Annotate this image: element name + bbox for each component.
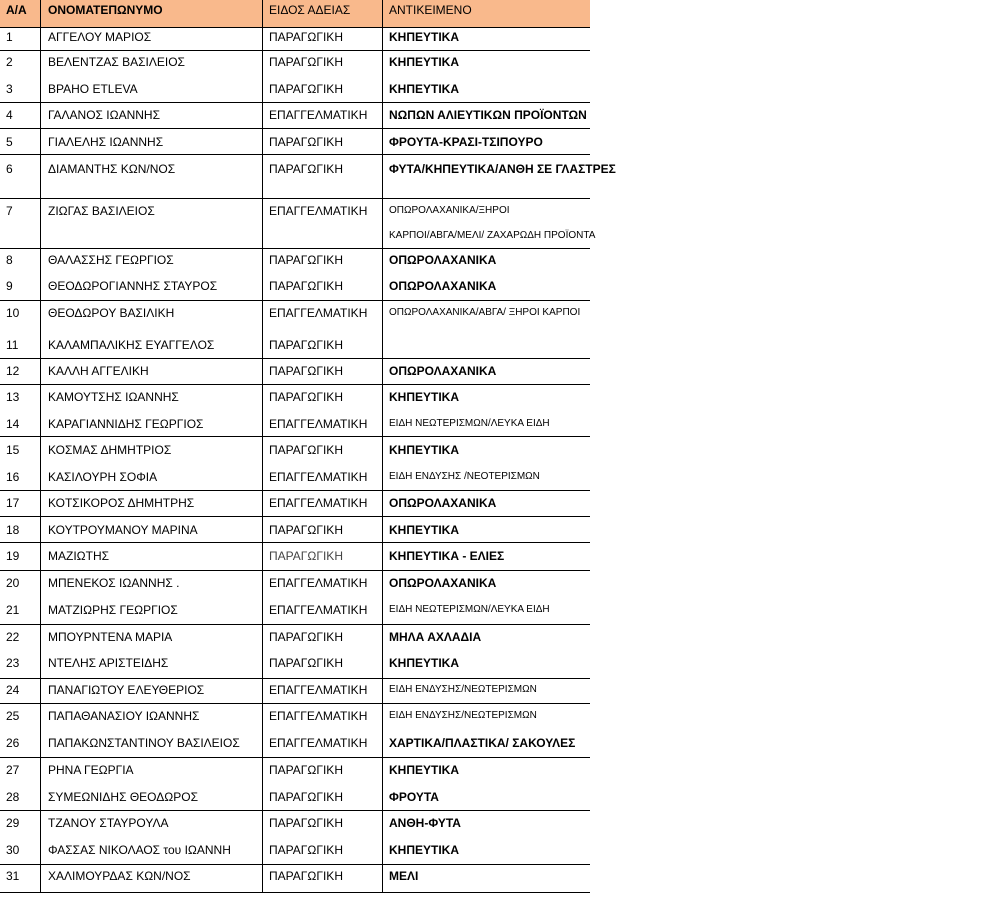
cell-object	[382, 300, 590, 358]
cell-name	[40, 436, 262, 490]
cell-license	[262, 154, 382, 198]
license-type: ΠΑΡΑΓΩΓΙΚΗ	[269, 790, 343, 804]
license-type: ΕΠΑΓΓΕΛΜΑΤΙΚΗ	[269, 496, 368, 510]
header-license-label: ΕΙΔΟΣ ΑΔΕΙΑΣ	[269, 3, 351, 17]
table-row	[0, 128, 590, 155]
holder-name: ΝΤΕΛΗΣ ΑΡΙΣΤΕΙΔΗΣ	[48, 656, 169, 670]
cell-object	[382, 678, 590, 703]
cell-aa	[0, 516, 40, 542]
cell-name	[40, 50, 262, 102]
sales-object: ΚΗΠΕΥΤΙΚΑ	[389, 843, 460, 857]
holder-name: ΠΑΠΑΘΑΝΑΣΙΟΥ ΙΩΑΝΝΗΣ	[48, 709, 200, 723]
row-number: 22	[6, 630, 20, 644]
cell-name	[40, 757, 262, 810]
license-type: ΠΑΡΑΓΩΓΙΚΗ	[269, 630, 343, 644]
cell-object	[382, 864, 590, 892]
cell-aa	[0, 864, 40, 892]
table-row	[0, 50, 590, 103]
row-number: 7	[6, 204, 13, 218]
sales-object: ΟΠΩΡΟΛΑΧΑΝΙΚΑ	[389, 253, 497, 267]
holder-name: ΡΗΝΑ ΓΕΩΡΓΙΑ	[48, 763, 134, 777]
holder-name: ΚΑΣΙΛΟΥΡΗ ΣΟΦΙΑ	[48, 470, 158, 484]
sales-object: ΑΝΘΗ-ΦΥΤΑ	[389, 816, 461, 830]
cell-aa	[0, 50, 40, 102]
table-row	[0, 516, 590, 543]
sales-object: ΚΗΠΕΥΤΙΚΑ - ΕΛΙΕΣ	[389, 549, 505, 563]
row-number: 10	[6, 306, 20, 320]
cell-aa	[0, 358, 40, 384]
cell-name	[40, 300, 262, 358]
row-number: 6	[6, 162, 13, 176]
cell-object	[382, 102, 590, 128]
sales-object: ΟΠΩΡΟΛΑΧΑΝΙΚΑ/ΑΒΓΑ/ ΞΗΡΟΙ ΚΑΡΠΟΙ	[389, 307, 581, 318]
license-type: ΠΑΡΑΓΩΓΙΚΗ	[269, 30, 343, 44]
license-type: ΠΑΡΑΓΩΓΙΚΗ	[269, 82, 343, 96]
cell-name	[40, 248, 262, 300]
license-type: ΠΑΡΑΓΩΓΙΚΗ	[269, 390, 343, 404]
cell-aa	[0, 102, 40, 128]
license-type: ΠΑΡΑΓΩΓΙΚΗ	[269, 135, 343, 149]
sales-object: ΦΡΟΥΤΑ-ΚΡΑΣΙ-ΤΣΙΠΟΥΡΟ	[389, 135, 543, 149]
sales-object: ΕΙΔΗ ΕΝΔΥΣΗΣ /ΝΕΟΤΕΡΙΣΜΩΝ	[389, 471, 540, 482]
license-type: ΕΠΑΓΓΕΛΜΑΤΙΚΗ	[269, 709, 368, 723]
row-number: 21	[6, 603, 20, 617]
license-type: ΠΑΡΑΓΩΓΙΚΗ	[269, 162, 343, 176]
license-type: ΠΑΡΑΓΩΓΙΚΗ	[269, 253, 343, 267]
sales-object: ΕΙΔΗ ΝΕΩΤΕΡΙΣΜΩΝ/ΛΕΥΚΑ ΕΙΔΗ	[389, 604, 550, 615]
row-number: 19	[6, 549, 20, 563]
cell-object	[382, 248, 590, 300]
cell-name	[40, 810, 262, 864]
table-row	[0, 703, 590, 758]
sales-object: ΜΕΛΙ	[389, 869, 419, 883]
cell-license	[262, 102, 382, 128]
sales-object: ΦΡΟΥΤΑ	[389, 790, 439, 804]
license-type: ΕΠΑΓΓΕΛΜΑΤΙΚΗ	[269, 306, 368, 320]
cell-name	[40, 570, 262, 624]
holder-name: ΚΟΤΣΙΚΟΡΟΣ ΔΗΜΗΤΡΗΣ	[48, 496, 195, 510]
cell-aa	[0, 757, 40, 810]
license-type: ΠΑΡΑΓΩΓΙΚΗ	[269, 279, 343, 293]
cell-license	[262, 570, 382, 624]
cell-license	[262, 490, 382, 516]
cell-name	[40, 516, 262, 542]
cell-name	[40, 154, 262, 198]
sales-object: ΟΠΩΡΟΛΑΧΑΝΙΚΑ/ΞΗΡΟΙ	[389, 205, 510, 216]
holder-name: ΒΕΛΕΝΤΖΑΣ ΒΑΣΙΛΕΙΟΣ	[48, 55, 185, 69]
cell-aa	[0, 542, 40, 570]
row-number: 24	[6, 683, 20, 697]
table-row	[0, 300, 590, 359]
cell-license	[262, 810, 382, 864]
cell-license	[262, 27, 382, 50]
cell-name	[40, 198, 262, 248]
cell-license	[262, 198, 382, 248]
cell-object	[382, 757, 590, 810]
table-row	[0, 678, 590, 704]
sales-object: ΕΙΔΗ ΝΕΩΤΕΡΙΣΜΩΝ/ΛΕΥΚΑ ΕΙΔΗ	[389, 418, 550, 429]
row-number: 28	[6, 790, 20, 804]
cell-object	[382, 436, 590, 490]
header-object-label: ΑΝΤΙΚΕΙΜΕΝΟ	[389, 3, 472, 17]
sales-object: ΕΙΔΗ ΕΝΔΥΣΗΣ/ΝΕΩΤΕΡΙΣΜΩΝ	[389, 710, 537, 721]
row-number: 30	[6, 843, 20, 857]
cell-name	[40, 703, 262, 757]
table-row	[0, 384, 590, 437]
cell-aa	[0, 703, 40, 757]
row-number: 5	[6, 135, 13, 149]
cell-license	[262, 248, 382, 300]
license-type: ΕΠΑΓΓΕΛΜΑΤΙΚΗ	[269, 683, 368, 697]
holder-name: ΑΓΓΕΛΟΥ ΜΑΡΙΟΣ	[48, 30, 152, 44]
holder-name: ΠΑΠΑΚΩΝΣΤΑΝΤΙΝΟΥ ΒΑΣΙΛΕΙΟΣ	[48, 736, 240, 750]
header-cell-license	[262, 0, 382, 27]
cell-license	[262, 678, 382, 703]
cell-license	[262, 864, 382, 892]
row-number: 12	[6, 364, 20, 378]
sales-object: ΟΠΩΡΟΛΑΧΑΝΙΚΑ	[389, 279, 497, 293]
sales-object: ΟΠΩΡΟΛΑΧΑΝΙΚΑ	[389, 496, 497, 510]
table-row	[0, 624, 590, 679]
holder-name: ΚΟΣΜΑΣ ΔΗΜΗΤΡΙΟΣ	[48, 443, 172, 457]
holder-name: ΚΑΛΛΗ ΑΓΓΕΛΙΚΗ	[48, 364, 149, 378]
cell-license	[262, 358, 382, 384]
holder-name: ΣΥΜΕΩΝΙΔΗΣ ΘΕΟΔΩΡΟΣ	[48, 790, 198, 804]
table-row	[0, 570, 590, 625]
sales-object: ΚΗΠΕΥΤΙΚΑ	[389, 523, 460, 537]
row-number: 3	[6, 82, 13, 96]
row-number: 18	[6, 523, 20, 537]
row-number: 1	[6, 30, 13, 44]
license-type: ΠΑΡΑΓΩΓΙΚΗ	[269, 364, 343, 378]
sales-object-continued: ΚΑΡΠΟΙ/ΑΒΓΑ/ΜΕΛΙ/ ΖΑΧΑΡΩΔΗ ΠΡΟΪΟΝΤΑ	[389, 230, 596, 241]
cell-license	[262, 436, 382, 490]
cell-license	[262, 757, 382, 810]
cell-aa	[0, 198, 40, 248]
table-row	[0, 358, 590, 385]
cell-aa	[0, 678, 40, 703]
row-number: 15	[6, 443, 20, 457]
cell-license	[262, 516, 382, 542]
table-header	[0, 0, 590, 28]
cell-object	[382, 384, 590, 436]
cell-name	[40, 358, 262, 384]
row-number: 16	[6, 470, 20, 484]
cell-aa	[0, 810, 40, 864]
cell-object	[382, 198, 596, 248]
license-type: ΠΑΡΑΓΩΓΙΚΗ	[269, 869, 343, 883]
license-type: ΕΠΑΓΓΕΛΜΑΤΙΚΗ	[269, 470, 368, 484]
table-row	[0, 757, 590, 811]
sales-object: ΚΗΠΕΥΤΙΚΑ	[389, 656, 460, 670]
license-type: ΕΠΑΓΓΕΛΜΑΤΙΚΗ	[269, 417, 368, 431]
sales-object: ΟΠΩΡΟΛΑΧΑΝΙΚΑ	[389, 576, 497, 590]
table-row	[0, 436, 590, 491]
sales-object: ΜΗΛΑ ΑΧΛΑΔΙΑ	[389, 630, 482, 644]
license-type: ΠΑΡΑΓΩΓΙΚΗ	[269, 443, 343, 457]
license-type: ΕΠΑΓΓΕΛΜΑΤΙΚΗ	[269, 603, 368, 617]
table-row	[0, 102, 590, 129]
row-number: 13	[6, 390, 20, 404]
cell-object	[382, 810, 590, 864]
holder-name: ΠΑΝΑΓΙΩΤΟΥ ΕΛΕΥΘΕΡΙΟΣ	[48, 683, 205, 697]
cell-aa	[0, 154, 40, 198]
cell-name	[40, 102, 262, 128]
cell-object	[382, 703, 590, 757]
cell-object	[382, 516, 590, 542]
row-number: 2	[6, 55, 13, 69]
row-number: 20	[6, 576, 20, 590]
cell-aa	[0, 384, 40, 436]
row-number: 9	[6, 279, 13, 293]
cell-object	[382, 27, 590, 50]
cell-object	[382, 154, 616, 198]
table-row	[0, 198, 596, 249]
holder-name: ΔΙΑΜΑΝΤΗΣ ΚΩΝ/ΝΟΣ	[48, 162, 176, 176]
sales-object: ΚΗΠΕΥΤΙΚΑ	[389, 443, 460, 457]
holder-name: ΧΑΛΙΜΟΥΡΔΑΣ ΚΩΝ/ΝΟΣ	[48, 869, 191, 883]
holder-name: ΚΟΥΤΡΟΥΜΑΝΟΥ ΜΑΡΙΝΑ	[48, 523, 198, 537]
cell-aa	[0, 300, 40, 358]
license-type: ΕΠΑΓΓΕΛΜΑΤΙΚΗ	[269, 108, 368, 122]
cell-name	[40, 27, 262, 50]
cell-name	[40, 864, 262, 892]
cell-license	[262, 384, 382, 436]
sales-object: ΚΗΠΕΥΤΙΚΑ	[389, 55, 460, 69]
cell-license	[262, 50, 382, 102]
license-type: ΕΠΑΓΓΕΛΜΑΤΙΚΗ	[269, 204, 368, 218]
sales-object: ΝΩΠΩΝ ΑΛΙΕΥΤΙΚΩΝ ΠΡΟΪΟΝΤΩΝ	[389, 108, 587, 122]
cell-aa	[0, 248, 40, 300]
license-type: ΠΑΡΑΓΩΓΙΚΗ	[269, 763, 343, 777]
cell-object	[382, 50, 590, 102]
license-type: ΠΑΡΑΓΩΓΙΚΗ	[269, 816, 343, 830]
holder-name: ΜΠΕΝΕΚΟΣ ΙΩΑΝΝΗΣ .	[48, 576, 180, 590]
row-number: 4	[6, 108, 13, 122]
table-row	[0, 154, 616, 199]
holder-name: ΘΕΟΔΩΡΟΥ ΒΑΣΙΛΙΚΗ	[48, 306, 175, 320]
license-type: ΠΑΡΑΓΩΓΙΚΗ	[269, 843, 343, 857]
table-row	[0, 864, 590, 893]
table-row	[0, 490, 590, 517]
cell-name	[40, 678, 262, 703]
row-number: 14	[6, 417, 20, 431]
table-row	[0, 248, 590, 301]
row-number: 29	[6, 816, 20, 830]
sales-object: ΕΙΔΗ ΕΝΔΥΣΗΣ/ΝΕΩΤΕΡΙΣΜΩΝ	[389, 684, 537, 695]
cell-aa	[0, 570, 40, 624]
table-row	[0, 27, 590, 51]
sales-object: ΚΗΠΕΥΤΙΚΑ	[389, 763, 460, 777]
row-number: 17	[6, 496, 20, 510]
holder-name: ΚΑΜΟΥΤΣΗΣ ΙΩΑΝΝΗΣ	[48, 390, 179, 404]
cell-license	[262, 703, 382, 757]
header-cell-name	[40, 0, 262, 27]
cell-name	[40, 490, 262, 516]
holder-name: ΜΠΟΥΡΝΤΕΝΑ ΜΑΡΙΑ	[48, 630, 173, 644]
row-number: 8	[6, 253, 13, 267]
holder-name: ΓΙΑΛΕΛΗΣ ΙΩΑΝΝΗΣ	[48, 135, 164, 149]
holder-name: ΜΑΤΖΙΩΡΗΣ ΓΕΩΡΓΙΟΣ	[48, 603, 178, 617]
license-type: ΠΑΡΑΓΩΓΙΚΗ	[269, 55, 343, 69]
license-type: ΠΑΡΑΓΩΓΙΚΗ	[269, 338, 343, 352]
cell-aa	[0, 436, 40, 490]
license-type: ΠΑΡΑΓΩΓΙΚΗ	[269, 549, 343, 563]
cell-name	[40, 384, 262, 436]
cell-license	[262, 624, 382, 678]
sales-object: ΦΥΤΑ/ΚΗΠΕΥΤΙΚΑ/ΑΝΘΗ ΣΕ ΓΛΑΣΤΡΕΣ	[389, 162, 616, 176]
table-row	[0, 810, 590, 865]
row-number: 11	[6, 338, 19, 352]
header-cell-aa	[0, 0, 40, 27]
cell-object	[382, 358, 590, 384]
cell-aa	[0, 128, 40, 154]
sales-object: ΚΗΠΕΥΤΙΚΑ	[389, 82, 460, 96]
license-type: ΕΠΑΓΓΕΛΜΑΤΙΚΗ	[269, 576, 368, 590]
row-number: 31	[6, 869, 20, 883]
row-number: 25	[6, 709, 20, 723]
cell-name	[40, 542, 262, 570]
cell-license	[262, 128, 382, 154]
sales-object: ΚΗΠΕΥΤΙΚΑ	[389, 30, 460, 44]
holder-name: ΘΑΛΑΣΣΗΣ ΓΕΩΡΓΙΟΣ	[48, 253, 174, 267]
header-cell-object	[382, 0, 590, 27]
sales-object: ΟΠΩΡΟΛΑΧΑΝΙΚΑ	[389, 364, 497, 378]
header-aa-label: Α/Α	[6, 3, 27, 17]
cell-object	[382, 570, 590, 624]
cell-name	[40, 624, 262, 678]
cell-aa	[0, 624, 40, 678]
cell-object	[382, 128, 590, 154]
cell-object	[382, 542, 590, 570]
cell-aa	[0, 490, 40, 516]
holder-name: ΓΑΛΑΝΟΣ ΙΩΑΝΝΗΣ	[48, 108, 161, 122]
row-number: 27	[6, 763, 20, 777]
sales-object: ΚΗΠΕΥΤΙΚΑ	[389, 390, 460, 404]
holder-name: ΤΖΑΝΟΥ ΣΤΑΥΡΟΥΛΑ	[48, 816, 169, 830]
license-type: ΠΑΡΑΓΩΓΙΚΗ	[269, 523, 343, 537]
row-number: 26	[6, 736, 20, 750]
holder-name: ΘΕΟΔΩΡΟΓΙΑΝΝΗΣ ΣΤΑΥΡΟΣ	[48, 279, 218, 293]
holder-name: ΜΑΖΙΩΤΗΣ	[48, 549, 110, 563]
table-row	[0, 542, 590, 571]
header-name-label: ΟΝΟΜΑΤΕΠΩΝΥΜΟ	[48, 3, 163, 17]
cell-object	[382, 490, 590, 516]
holder-name: ΖΙΩΓΑΣ ΒΑΣΙΛΕΙΟΣ	[48, 204, 155, 218]
cell-aa	[0, 27, 40, 50]
holder-name: ΒΡΑΗΟ ETLEVA	[48, 82, 138, 96]
license-type: ΠΑΡΑΓΩΓΙΚΗ	[269, 656, 343, 670]
holder-name: ΚΑΡΑΓΙΑΝΝΙΔΗΣ ΓΕΩΡΓΙΟΣ	[48, 417, 204, 431]
row-number: 23	[6, 656, 20, 670]
holder-name: ΦΑΣΣΑΣ ΝΙΚΟΛΑΟΣ του ΙΩΑΝΝΗ	[48, 843, 231, 857]
cell-license	[262, 300, 382, 358]
license-type: ΕΠΑΓΓΕΛΜΑΤΙΚΗ	[269, 736, 368, 750]
cell-name	[40, 128, 262, 154]
cell-object	[382, 624, 590, 678]
cell-license	[262, 542, 382, 570]
holder-name: ΚΑΛΑΜΠΑΛΙΚΗΣ ΕΥΑΓΓΕΛΟΣ	[48, 338, 215, 352]
sales-object: ΧΑΡΤΙΚΑ/ΠΛΑΣΤΙΚΑ/ ΣΑΚΟΥΛΕΣ	[389, 736, 576, 750]
